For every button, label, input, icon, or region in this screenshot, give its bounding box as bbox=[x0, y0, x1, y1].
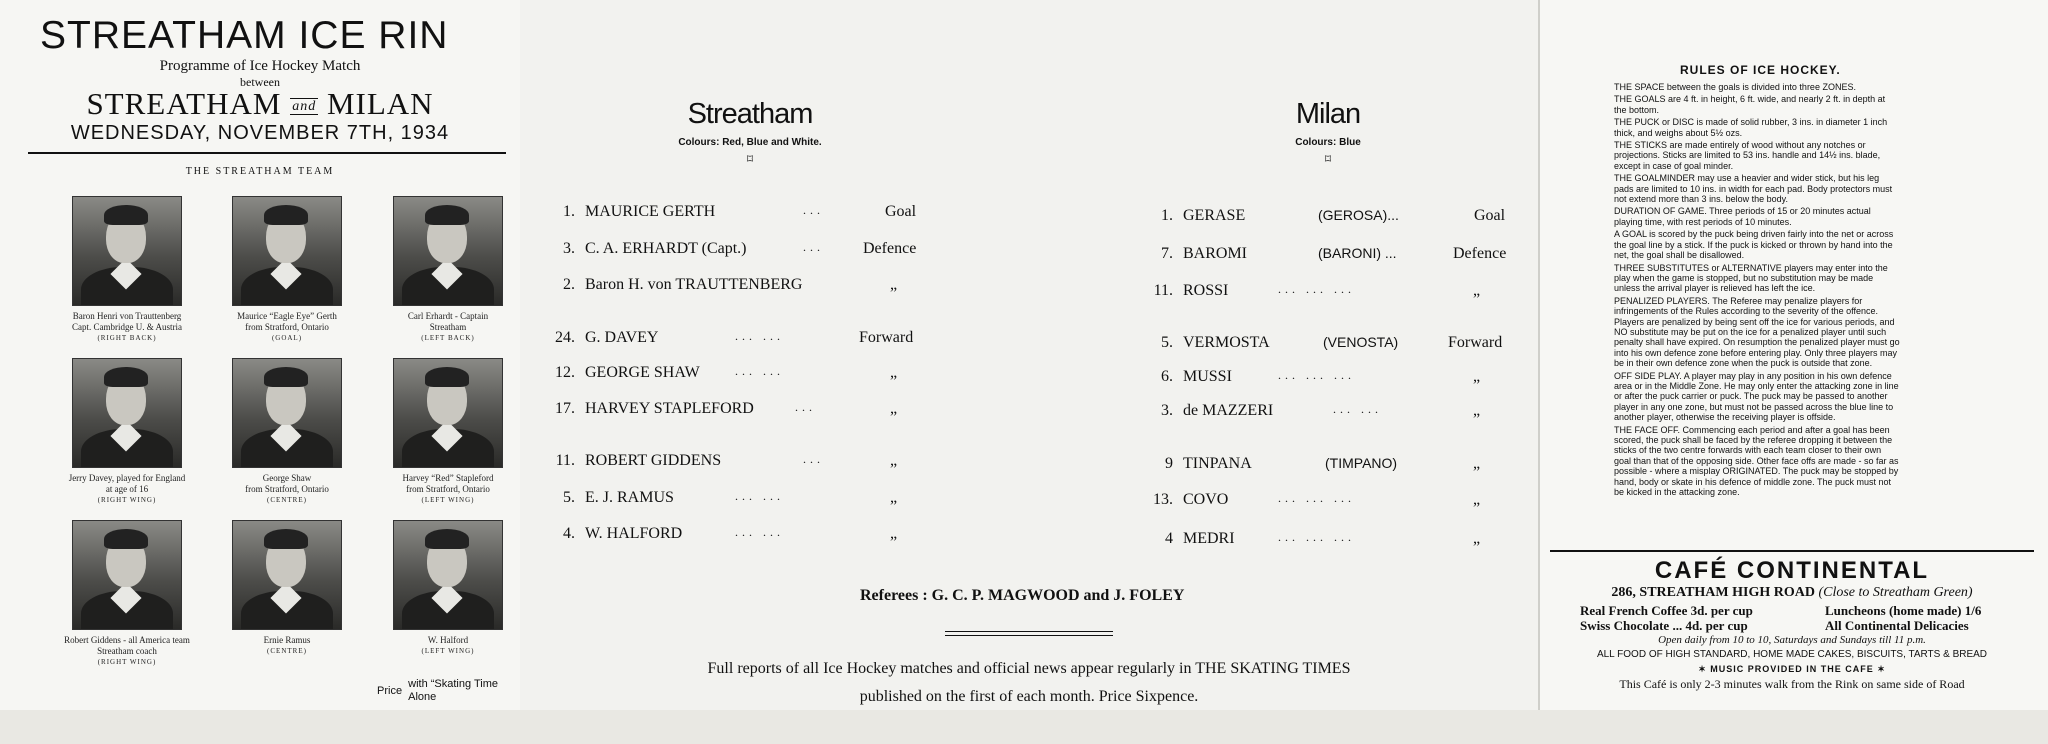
player-caption: Harvey “Red” Stapleford from Stratford, Ontario (LEFT WING) bbox=[402, 473, 494, 504]
lineup-row: 4. W. HALFORD ... ... „ bbox=[563, 525, 898, 542]
streatham-heading bbox=[640, 98, 860, 167]
player-photo bbox=[232, 520, 342, 630]
lineup-row: 5. E. J. RAMUS ... ... „ bbox=[563, 489, 898, 506]
page-gutter bbox=[1538, 0, 1540, 744]
lineup-row: 1. MAURICE GERTH ... Goal bbox=[563, 203, 917, 220]
ornament-icon: ⌑ bbox=[746, 152, 754, 166]
lineup-row: 3. de MAZZERI ... ... „ bbox=[1161, 402, 1481, 419]
player-caption: Carl Erhardt - Captain Streatham (LEFT BACK) bbox=[407, 311, 489, 342]
cafe-prices-left: Real French Coffee 3d. per cup Swiss Chocolate ... 4d. per cup bbox=[1580, 603, 1753, 633]
player-caption: George Shaw from Stratford, Ontario (CENTRE) bbox=[245, 473, 329, 504]
lineup-row: 1. GERASE (GEROSA)... Goal bbox=[1161, 207, 1506, 224]
double-rule bbox=[945, 635, 1113, 636]
lineup-row: 6. MUSSI ... ... ... „ bbox=[1161, 368, 1481, 385]
cafe-music: ✶ MUSIC PROVIDED IN THE CAFE ✶ bbox=[1698, 664, 1886, 674]
team-left: STREATHAM bbox=[86, 86, 282, 121]
match-date: WEDNESDAY, NOVEMBER 7TH, 1934 bbox=[70, 122, 450, 144]
player-photo bbox=[72, 358, 182, 468]
player-photo bbox=[232, 358, 342, 468]
cafe-food: ALL FOOD OF HIGH STANDARD, HOME MADE CAKES, BISCUITS, TARTS & BREAD bbox=[1596, 649, 1988, 660]
player-card bbox=[212, 358, 362, 506]
lineup-row: 2. Baron H. von TRAUTTENBERG „ bbox=[563, 276, 898, 293]
rules-title: RULES OF ICE HOCKEY. bbox=[1680, 63, 1841, 77]
reports-line-2: published on the first of each month. Price Sixpence. bbox=[859, 688, 1199, 705]
programme-line: Programme of Ice Hockey Match bbox=[159, 58, 361, 74]
referees-line: Referees : G. C. P. MAGWOOD and J. FOLEY bbox=[860, 587, 1185, 604]
team-name: Milan bbox=[1295, 98, 1361, 130]
venue-title: STREATHAM ICE RIN bbox=[40, 14, 449, 57]
player-card bbox=[52, 520, 202, 668]
reports-line-1: Full reports of all Ice Hockey matches and official news appear regularly in THE SKATING TIMES bbox=[707, 660, 1351, 677]
cafe-distance: This Café is only 2-3 minutes walk from the Rink on same side of Road bbox=[1619, 677, 1965, 691]
player-card bbox=[52, 196, 202, 344]
cafe-name: CAFÉ CONTINENTAL bbox=[1654, 557, 1930, 584]
player-photo bbox=[232, 196, 342, 306]
team-colours: Colours: Red, Blue and White. bbox=[678, 137, 822, 148]
scan-edge bbox=[0, 710, 2048, 744]
team-right: MILAN bbox=[326, 86, 434, 121]
player-caption: Baron Henri von Trauttenberg Capt. Cambridge U. & Austria (RIGHT BACK) bbox=[72, 311, 182, 342]
player-photo bbox=[72, 520, 182, 630]
player-card bbox=[373, 196, 523, 344]
lineup-row: 5. VERMOSTA (VENOSTA) Forward bbox=[1161, 334, 1503, 351]
lineup-row: 9 TINPANA (TIMPANO) „ bbox=[1165, 455, 1481, 472]
player-photo bbox=[393, 196, 503, 306]
lineup-row: 7. BAROMI (BARONI) ... Defence bbox=[1161, 245, 1507, 262]
cafe-address: 286, STREATHAM HIGH ROAD (Close to Streatham Green) bbox=[1611, 585, 1973, 600]
player-photo bbox=[393, 520, 503, 630]
player-card bbox=[373, 358, 523, 506]
rules-body: THE SPACE between the goals is divided into three ZONES. THE GOALS are 4 ft. in height, 6 ft. wide, and nearly 2 ft. in depth at the bottom. THE PUCK or DISC is made of solid rubber, 3 ins. in diameter 1 inch thick, and weighs about 5½ ozs. THE STICKS are made entirely of wood without any notches or projections. Sticks are limited to 53 ins. handle and 14½ ins. blade, except in case of goal minder. THE GOALMINDER may use a heavier and wider stick, but his leg pads are limited to 10 ins. in width for each pad. Body protectors must not extend more than 3 ins. below the body. DURATION OF GAME. Three periods of 15 or 20 minutes actual playing time, with rest periods of 10 minutes. A GOAL is scored by the puck being driven fairly into the net or across the goal line by a stick. If the puck is kicked or thrown by hand into the net, the goal shall be disallowed. THREE SUBSTITUTES or ALTERNATIVE players may enter into the play when the game is stopped, but no substitution may be made unless the arrival player is relieved has left the ice. PENALIZED PLAYERS. The Referee may penalize players for infringements of the Rules according to the severity of the offence. Players are penalized by being sent off the ice for various periods, and NO substitute may be put on the ice for a penalized player until such penalty shall have expired. On resumption the penalized player must go into his own defence zone before entering play. Only three players may be in their own defence zone when the puck is outside that zone. OFF SIDE PLAY. A player may play in any position in his own defence area or in the Middle Zone. He may only enter the attacking zone in line or after the puck carrier or puck. The puck may be passed to another player in any one zone, but must not be passed across the blue line to another player, otherwise the receiving player is offside. THE FACE OFF. Commencing each period and after a goal has been scored, the puck shall be faced by the referee dropping it between the sticks of the two centre forwards with each team closer to their own goal than that of the opposing side. Other face offs are made - so far as possible - where a misplay ORIGINATED. The puck may be stopped by hand, body or skate in his defence of middle zone. The puck must not be kicked in the attacking zone. bbox=[1614, 82, 1900, 498]
player-card bbox=[212, 520, 362, 657]
lineup-row: 12. GEORGE SHAW ... ... „ bbox=[555, 364, 898, 381]
player-caption: Ernie Ramus (CENTRE) bbox=[263, 635, 311, 655]
lineup-row: 13. COVO ... ... ... „ bbox=[1153, 491, 1481, 508]
player-photo bbox=[393, 358, 503, 468]
double-rule bbox=[945, 631, 1113, 632]
milan-heading bbox=[1218, 98, 1438, 167]
lineup-row: 4 MEDRI ... ... ... „ bbox=[1165, 530, 1481, 547]
team-name: Streatham bbox=[687, 98, 813, 130]
cafe-rule bbox=[1550, 550, 2034, 552]
price-note: Price with “Skating Time Alone bbox=[377, 678, 498, 703]
lineup-row: 24. G. DAVEY ... ... Forward bbox=[555, 329, 914, 346]
team-colours: Colours: Blue bbox=[1295, 137, 1361, 148]
player-card bbox=[373, 520, 523, 657]
teams-line bbox=[0, 86, 520, 122]
cafe-prices-right: Luncheons (home made) 1/6 All Continental Delicacies bbox=[1825, 603, 1982, 633]
cafe-hours: Open daily from 10 to 10, Saturdays and Sundays till 11 p.m. bbox=[1658, 634, 1926, 646]
lineup-row: 17. HARVEY STAPLEFORD ... „ bbox=[555, 400, 898, 417]
between-line: between bbox=[240, 75, 280, 89]
player-card bbox=[52, 358, 202, 506]
team-heading: THE STREATHAM TEAM bbox=[185, 166, 335, 177]
player-caption: Maurice “Eagle Eye” Gerth from Stratford, Ontario (GOAL) bbox=[237, 311, 337, 342]
ornament-icon: ⌑ bbox=[1324, 152, 1332, 166]
lineup-row: 3. C. A. ERHARDT (Capt.) ... Defence bbox=[563, 240, 917, 257]
lineup-row: 11. ROBERT GIDDENS ... „ bbox=[555, 452, 898, 469]
player-caption: W. Halford (LEFT WING) bbox=[421, 635, 475, 655]
lineup-row: 11. ROSSI ... ... ... „ bbox=[1153, 282, 1481, 299]
player-photo bbox=[72, 196, 182, 306]
cover-rule bbox=[28, 152, 506, 154]
player-caption: Robert Giddens - all America team Streatham coach (RIGHT WING) bbox=[64, 635, 190, 666]
player-card bbox=[212, 196, 362, 344]
player-caption: Jerry Davey, played for England at age of 16 (RIGHT WING) bbox=[68, 473, 186, 504]
and-word: and bbox=[292, 98, 317, 114]
